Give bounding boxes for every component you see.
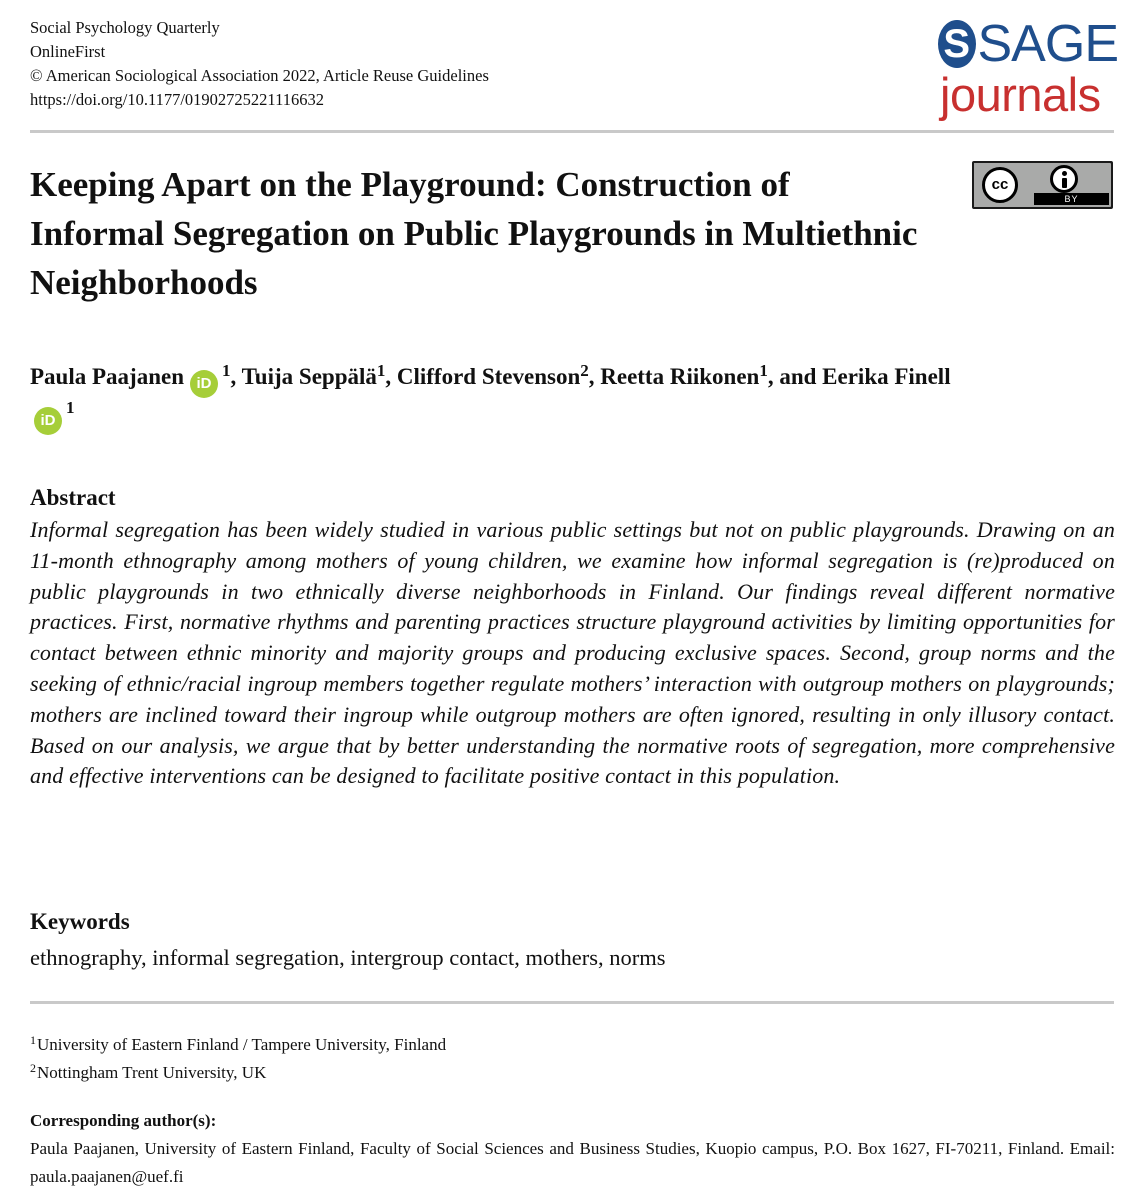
journal-status: OnlineFirst bbox=[30, 42, 106, 61]
journal-name: Social Psychology Quarterly bbox=[30, 18, 220, 37]
affiliation-sup: 2 bbox=[30, 1061, 36, 1075]
footer-divider bbox=[30, 1001, 1114, 1004]
abstract-heading: Abstract bbox=[30, 485, 116, 510]
orcid-icon[interactable]: iD bbox=[190, 370, 218, 398]
author-affiliation-sup: 1 bbox=[376, 361, 386, 380]
orcid-icon[interactable]: iD bbox=[34, 407, 62, 435]
sage-journals-logo[interactable] bbox=[938, 14, 1118, 124]
author-list: Paula Paajanen $iD^1$, Tuija Seppälä$^1$, Clifford Stevenson$^2$, Reetta Riikonen$^1$, and Eerika Finell $iD^1$ bbox=[30, 361, 1115, 435]
keywords-list: ethnography, informal segregation, intergroup contact, mothers, norms bbox=[30, 945, 666, 970]
cc-by-license-badge[interactable] bbox=[972, 161, 1113, 209]
affiliation-2 bbox=[30, 1061, 266, 1085]
journals-wordmark: journals bbox=[940, 68, 1101, 121]
author-affiliation-sup: 1 bbox=[759, 361, 768, 380]
abstract-body: Informal segregation has been widely studied in various public settings but not on public playgrounds. Drawing on an 11-month ethnography among mothers of young children, we examine how informal segregation is (re)produced on public playgrounds in two ethnically diverse neighborhoods in Finland. Our findings reveal different normative practices. First, normative rhythms and parenting practices structure playground activities by limiting opportunities for contact between ethnic minority and majority groups and producing exclusive spaces. Second, group norms and the seeking of ethnic/racial ingroup members together regulate mothers’ interaction with outgroup mothers on playgrounds; mothers are inclined toward their ingroup while outgroup mothers are often ignored, resulting in only illusory contact. Based on our analysis, we argue that by better understanding the normative roots of segregation, more comprehensive and effective interventions can be designed to facilitate positive contact in this population. bbox=[30, 517, 1115, 789]
affiliation-text: University of Eastern Finland / Tampere University, Finland bbox=[37, 1035, 447, 1054]
author-name[interactable]: Clifford Stevenson bbox=[396, 364, 581, 389]
author-affiliation-sup: 1 bbox=[221, 361, 231, 380]
affiliation-1 bbox=[30, 1033, 446, 1057]
affiliation-text: Nottingham Trent University, UK bbox=[37, 1063, 267, 1082]
corresponding-author-heading: Corresponding author(s): bbox=[30, 1111, 217, 1130]
author-name[interactable]: Eerika Finell bbox=[822, 364, 951, 389]
by-label: BY bbox=[1034, 193, 1109, 205]
doi-link[interactable]: https://doi.org/10.1177/01902725221116632 bbox=[30, 90, 324, 109]
author-affiliation-sup: 1 bbox=[66, 398, 75, 417]
author-name[interactable]: Tuija Seppälä bbox=[241, 364, 377, 389]
author-name[interactable]: Reetta Riikonen bbox=[600, 364, 760, 389]
affiliation-sup: 1 bbox=[30, 1033, 36, 1047]
article-title: Keeping Apart on the Playground: Construction of Informal Segregation on Public Playgrounds in Multiethnic Neighborhoods bbox=[30, 165, 918, 302]
corresponding-author-details: Paula Paajanen, University of Eastern Finland, Faculty of Social Sciences and Business Studies, Kuopio campus, P.O. Box 1627, FI-70211, Finland. Email: paula.paajanen@uef.fi bbox=[30, 1139, 1115, 1186]
journal-meta bbox=[30, 16, 489, 112]
creative-commons-icon: cc bbox=[982, 167, 1018, 203]
attribution-person-icon bbox=[1050, 165, 1078, 193]
keywords-heading: Keywords bbox=[30, 909, 130, 934]
author-name[interactable]: Paula Paajanen bbox=[30, 364, 184, 389]
copyright-line[interactable]: © American Sociological Association 2022, Article Reuse Guidelines bbox=[30, 66, 489, 85]
author-affiliation-sup: 2 bbox=[580, 361, 589, 380]
sage-s-icon: S bbox=[938, 20, 976, 68]
sage-wordmark: SAGE bbox=[977, 15, 1118, 73]
header-divider bbox=[30, 130, 1114, 133]
